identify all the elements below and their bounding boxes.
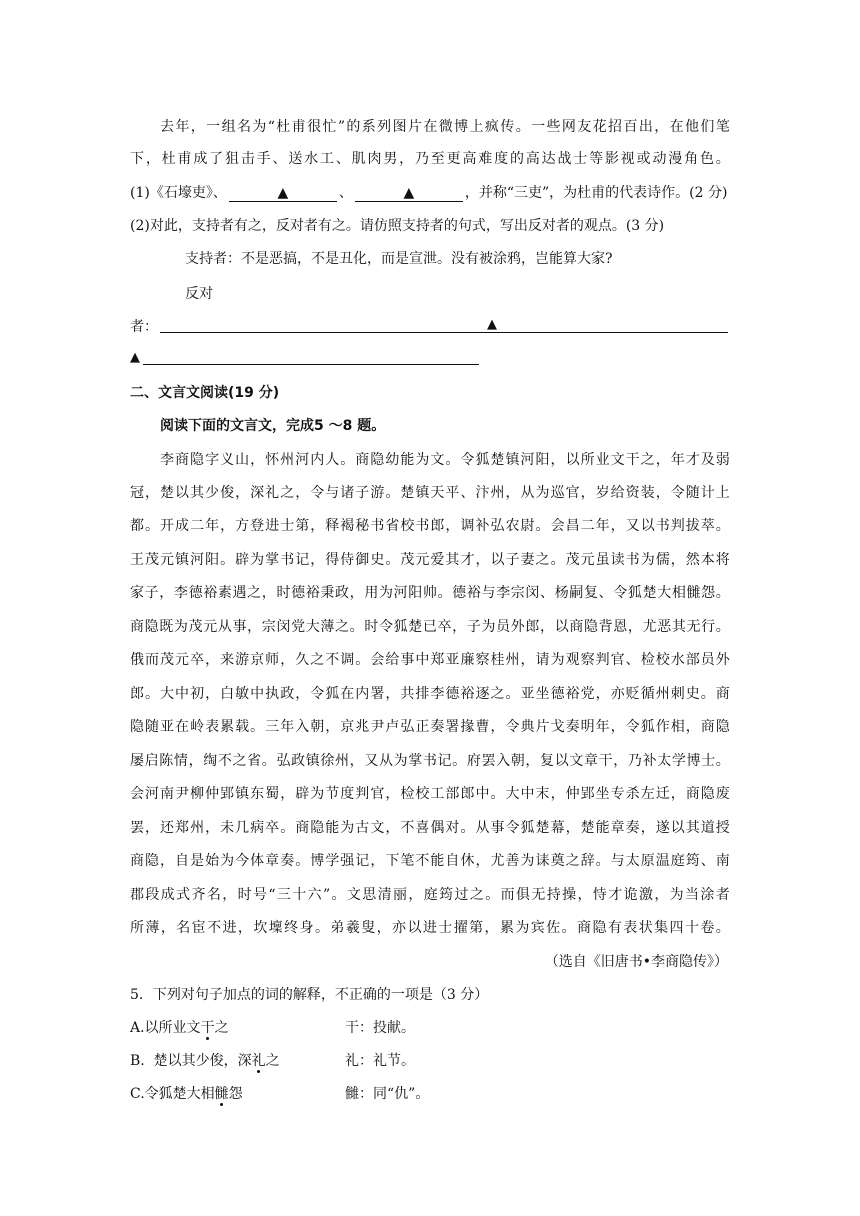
intro-line-2: 下，杜甫成了狙击手、送水工、肌肉男，乃至更高难度的高达战士等影视或动漫角色。 xyxy=(130,151,730,167)
passage-line: 郡段成式齐名，时号“三十六”。文思清丽，庭筠过之。而俱无持操，恃才诡激，为当涂者 xyxy=(130,887,730,903)
q1-blank-1 xyxy=(229,185,337,202)
passage-line: 所薄，名宦不进，坎壈终身。弟羲叟，亦以进士擢第，累为宾佐。商隐有表状集四十卷。 xyxy=(130,920,730,936)
supporter-line: 支持者：不是恶搞，不是丑化，而是宣泄。没有被涂鸦，岂能算大家? xyxy=(185,251,613,267)
opponent-label-b: 者： xyxy=(130,319,158,335)
option-a-explanation: 干：投献。 xyxy=(345,1020,415,1036)
question-1 xyxy=(130,184,727,202)
passage-line: 家子，李德裕素遇之，时德裕秉政，用为河阳帅。德裕与李宗闵、杨嗣复、令狐楚大相雠怨。 xyxy=(130,585,730,601)
dotted-word: 雠 xyxy=(214,1086,229,1102)
intro-line-1: 去年，一组名为“杜甫很忙”的系列图片在微博上疯传。一些网友花招百出，在他们笔 xyxy=(160,119,730,135)
q1-prefix: (1)《石壕吏》、 xyxy=(130,185,227,201)
dotted-word: 干 xyxy=(200,1020,215,1036)
passage-line: 屡启陈情，绹不之省。弘政镇徐州，又从为掌书记。府罢入朝，复以文章干，乃补太学博士。 xyxy=(130,753,730,769)
dotted-word: 礼 xyxy=(251,1053,266,1069)
passage-line: 隐随亚在岭表累载。三年入朝，京兆尹卢弘正奏署掾曹，令典片戈奏明年，令狐作相，商隐 xyxy=(130,719,730,735)
answer-line-1 xyxy=(160,332,728,333)
q1-suffix: ，并称“三吏”，为杜甫的代表诗作。(2 分) xyxy=(464,185,728,201)
passage-line: 罢，还郑州，未几病卒。商隐能为古文，不喜偶对。从事令狐楚幕，楚能章奏，遂以其道授 xyxy=(130,820,730,836)
passage-line: 冠，楚以其少俊，深礼之，令与诸子游。楚镇天平、汴州，从为巡官，岁给资装，令随计上 xyxy=(130,485,730,501)
answer-mark: ▲ xyxy=(277,185,289,201)
answer-mark: ▲ xyxy=(403,185,415,201)
section-2-instruction: 阅读下面的文言文，完成5 ～8 题。 xyxy=(160,418,386,434)
answer-mark: ▲ xyxy=(487,317,497,332)
passage-source: （选自《旧唐书•李商隐传》） xyxy=(544,954,728,970)
passage-line: 王茂元镇河阳。辟为掌书记，得侍御史。茂元爱其才，以子妻之。茂元虽读书为儒，然本将 xyxy=(130,552,730,568)
passage-line: 商隐，自是始为今体章奏。博学强记，下笔不能自休，尤善为诔奠之辞。与太原温庭筠、南 xyxy=(130,853,730,869)
section-2-title: 二、文言文阅读(19 分) xyxy=(130,385,280,401)
question-5-stem: 5．下列对句子加点的词的解释，不正确的一项是（3 分） xyxy=(130,987,489,1003)
answer-line-2 xyxy=(143,364,479,365)
option-b: B. 楚以其少俊，深礼之 xyxy=(130,1053,280,1069)
passage-line: 郎。大中初，白敏中执政，令狐在内署，共排李德裕逐之。亚坐德裕党，亦贬循州刺史。商 xyxy=(130,686,730,702)
passage-line: 都。开成二年，方登进士第，释褐秘书省校书郎，调补弘农尉。会昌二年，又以书判拔萃。 xyxy=(130,518,730,534)
option-a: A.以所业文干之 xyxy=(130,1020,229,1036)
option-b-explanation: 礼：礼节。 xyxy=(345,1053,415,1069)
question-2: (2)对此，支持者有之，反对者有之。请仿照支持者的句式，写出反对者的观点。(3 分) xyxy=(130,218,665,234)
passage-line: 会河南尹柳仲郢镇东蜀，辟为节度判官，检校工部郎中。大中末，仲郢坐专杀左迁，商隐废 xyxy=(130,786,730,802)
option-c: C.令狐楚大相雠怨 xyxy=(130,1086,243,1102)
passage-line: 商隐既为茂元从事，宗闵党大薄之。时令狐楚已卒，子为员外郎，以商隐背恩，尤恶其无行。 xyxy=(130,619,730,635)
opponent-label-a: 反对 xyxy=(185,286,213,302)
q1-blank-2 xyxy=(355,185,463,202)
q1-separator: 、 xyxy=(338,185,353,201)
answer-mark: ▲ xyxy=(130,350,140,365)
passage-line: 俄而茂元卒，来游京师，久之不调。会给事中郑亚廉察桂州，请为观察判官、检校水部员外 xyxy=(130,652,730,668)
passage-line: 李商隐字义山，怀州河内人。商隐幼能为文。令狐楚镇河阳，以所业文干之，年才及弱 xyxy=(160,452,730,468)
option-c-explanation: 雠：同“仇”。 xyxy=(345,1086,430,1102)
